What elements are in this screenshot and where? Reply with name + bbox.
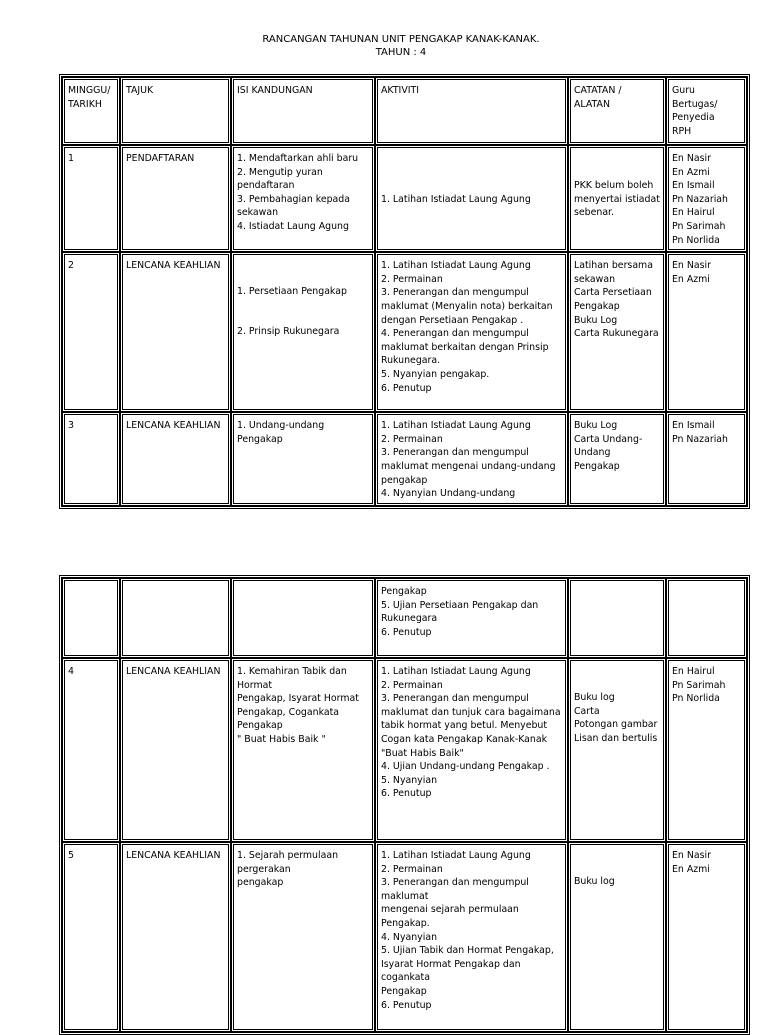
table-row (62, 658, 747, 842)
cell-isi: 1. Mendaftarkan ahli baru 2. Mengutip yuran pendaftaran 3. Pembahagian kepada sekawan 4. Istiadat Laung Agung (231, 145, 375, 252)
header-catatan: CATATAN / ALATAN (568, 77, 666, 145)
cell-catatan: Buku log (568, 842, 666, 1032)
table-row (62, 842, 747, 1032)
cell-tajuk: LENCANA KEAHLIAN (120, 412, 231, 506)
cell-catatan: Buku Log Carta Undang-Undang Pengakap (568, 412, 666, 506)
cell-guru: En Nasir En Azmi (666, 252, 747, 412)
document-subtitle-year: TAHUN : 4 (375, 47, 427, 58)
header-aktiviti: AKTIVITI (375, 77, 568, 145)
cell-minggu: 5 (62, 842, 120, 1032)
cell-guru (666, 578, 747, 658)
cell-aktiviti: 1. Latihan Istiadat Laung Agung (375, 145, 568, 252)
cell-guru: En Ismail Pn Nazariah (666, 412, 747, 506)
table-row (62, 145, 747, 252)
cell-catatan (568, 578, 666, 658)
header-guru: Guru Bertugas/ Penyedia RPH (666, 77, 747, 145)
table-row (62, 412, 747, 506)
cell-aktiviti: Pengakap 5. Ujian Persetiaan Pengakap dan Rukunegara 6. Penutup (375, 578, 568, 658)
document-title: RANCANGAN TAHUNAN UNIT PENGAKAP KANAK-KANAK. (262, 34, 540, 45)
cell-isi: 1. Kemahiran Tabik dan Hormat Pengakap, Isyarat Hormat Pengakap, Cogankata Pengakap " Buat Habis Baik " (231, 658, 375, 842)
cell-catatan: Latihan bersama sekawan Carta Persetiaan Pengakap Buku Log Carta Rukunegara (568, 252, 666, 412)
cell-minggu: 3 (62, 412, 120, 506)
header-isi-kandungan: ISI KANDUNGAN (231, 77, 375, 145)
header-minggu: MINGGU/ TARIKH (62, 77, 120, 145)
cell-isi: 1. Undang-undang Pengakap (231, 412, 375, 506)
cell-aktiviti: 1. Latihan Istiadat Laung Agung 2. Permainan 3. Penerangan dan mengumpul maklumat (Menyalin nota) berkaitan dengan Persetiaan Pengakap . 4. Penerangan dan mengumpul maklumat berkaitan dengan Prinsip Rukunegara. 5. Nyanyian pengakap. 6. Penutup (375, 252, 568, 412)
cell-tajuk: LENCANA KEAHLIAN (120, 658, 231, 842)
cell-aktiviti: 1. Latihan Istiadat Laung Agung 2. Permainan 3. Penerangan dan mengumpul maklumat dan tunjuk cara bagaimana tabik hormat yang betul. Menyebut Cogan kata Pengakap Kanak-Kanak "Buat Habis Baik" 4. Ujian Undang-undang Pengakap . 5. Nyanyian 6. Penutup (375, 658, 568, 842)
cell-guru: En Nasir En Azmi (666, 842, 747, 1032)
cell-aktiviti: 1. Latihan Istiadat Laung Agung 2. Permainan 3. Penerangan dan mengumpul maklumat mengenai sejarah permulaan Pengakap. 4. Nyanyian 5. Ujian Tabik dan Hormat Pengakap, Isyarat Hormat Pengakap dan cogankata Pengakap 6. Penutup (375, 842, 568, 1032)
cell-tajuk: LENCANA KEAHLIAN (120, 252, 231, 412)
table-row (62, 578, 747, 658)
cell-tajuk (120, 578, 231, 658)
cell-isi (231, 578, 375, 658)
cell-catatan: PKK belum boleh menyertai istiadat sebenar. (568, 145, 666, 252)
cell-minggu: 1 (62, 145, 120, 252)
cell-guru: En Hairul Pn Sarimah Pn Norlida (666, 658, 747, 842)
cell-catatan: Buku log Carta Potongan gambar Lisan dan bertulis (568, 658, 666, 842)
cell-guru: En Nasir En Azmi En Ismail Pn Nazariah En Hairul Pn Sarimah Pn Norlida (666, 145, 747, 252)
header-tajuk: TAJUK (120, 77, 231, 145)
table-row (62, 252, 747, 412)
cell-isi: 1. Persetiaan Pengakap 2. Prinsip Rukunegara (231, 252, 375, 412)
cell-minggu: 2 (62, 252, 120, 412)
plan-table-part-2 (59, 575, 750, 1035)
plan-table-part-1 (59, 74, 750, 509)
cell-isi: 1. Sejarah permulaan pergerakan pengakap (231, 842, 375, 1032)
table-header-row (62, 77, 747, 145)
cell-aktiviti: 1. Latihan Istiadat Laung Agung 2. Permainan 3. Penerangan dan mengumpul maklumat mengenai undang-undang pengakap 4. Nyanyian Undang-undang (375, 412, 568, 506)
cell-tajuk: PENDAFTARAN (120, 145, 231, 252)
cell-minggu: 4 (62, 658, 120, 842)
cell-tajuk: LENCANA KEAHLIAN (120, 842, 231, 1032)
cell-minggu (62, 578, 120, 658)
